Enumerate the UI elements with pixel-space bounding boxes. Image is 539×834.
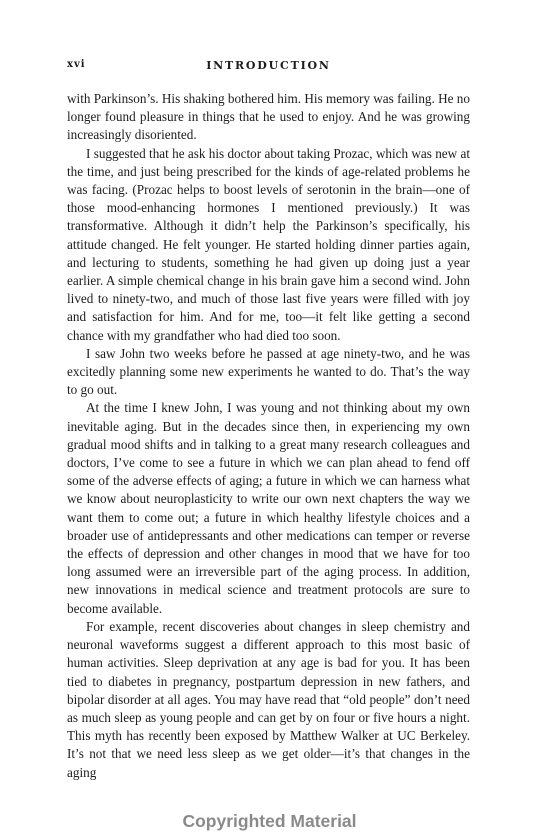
chapter-title: INTRODUCTION bbox=[206, 59, 331, 72]
paragraph-3: I saw John two weeks before he passed at age ninety-two, and he was excitedly planning some new experiments he wanted to do. That’s the way to go out. bbox=[67, 345, 470, 398]
running-head bbox=[67, 59, 470, 75]
paragraph-1: with Parkinson’s. His shaking bothered him. His memory was failing. He no longer found pleasure in things that he used to enjoy. And he was growing increasingly disoriented. bbox=[67, 91, 470, 143]
body-text bbox=[67, 90, 470, 782]
copyright-watermark: Copyrighted Material bbox=[182, 811, 357, 831]
paragraph-5: For example, recent discoveries about changes in sleep chemistry and neuronal waveforms suggest a different approach to this most basic of human activities. Sleep deprivation at any age is bad for you. It has been tied to diabetes in pregnancy, postpartum depression in new fathers, and bipolar disorder at all ages. You may have read that “old people” don’t need as much sleep as young people and can get by on four or five hours a night. This myth has recently been exposed by Matthew Walker at UC Berkeley. It’s not that we need less sleep as we get older—it’s that changes in the aging bbox=[67, 618, 470, 780]
paragraph-2: I suggested that he ask his doctor about taking Prozac, which was new at the time, and just being prescribed for the kinds of age-related problems he was facing. (Prozac helps to boost levels of serotonin in the brain—one of those mood-enhancing hormones I mentioned previously.) It was transformative. Although it didn’t help the Parkinson’s specifically, his attitude changed. He felt younger. He started holding dinner parties again, and lecturing to students, something he had given up doing just a year earlier. A simple chemical change in his brain gave him a second wind. John lived to ninety-two, and much of those last five years were filled with joy and satisfaction for him. And for me, too—it felt like getting a second chance with my grandfather who had died too soon. bbox=[67, 145, 470, 343]
page-number: xvi bbox=[67, 59, 86, 70]
paragraph-4: At the time I knew John, I was young and not thinking about my own inevitable aging. But in the decades since then, in experiencing my own gradual mood shifts and in talking to a great many research colleagues and doctors, I’ve come to see a future in which we can plan ahead to fend off some of the adverse effects of aging; a future in which we can harness what we know about neuroplasticity to write our own next chapters the way we want them to come out; a future in which healthy lifestyle choices and a broader use of antidepressants and other medications can temper or reverse the effects of depression and other changes in mood that we have for too long assumed were an irreversible part of the aging process. In addition, new innovations in medical science and treatment protocols are sure to become available. bbox=[67, 400, 470, 616]
